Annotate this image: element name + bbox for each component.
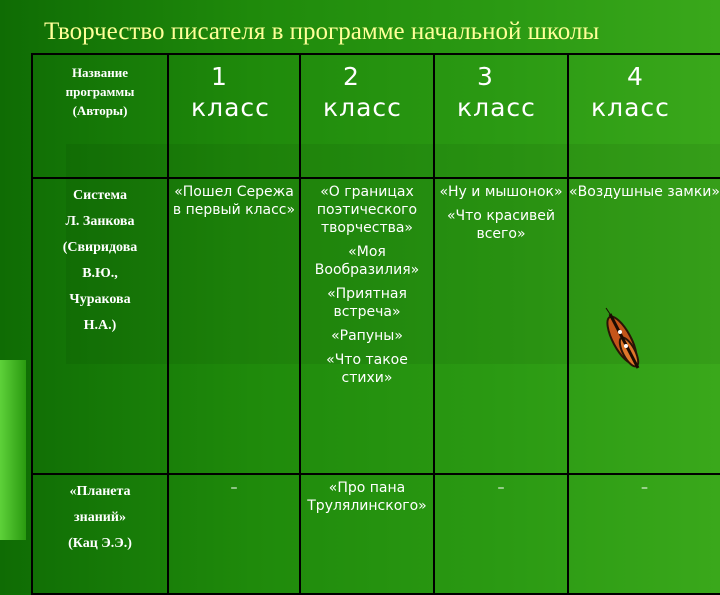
program-line: (Свиридова (62, 240, 138, 255)
dash: – (641, 480, 648, 496)
header-line: (Авторы) (72, 103, 128, 118)
header-class-1 (168, 54, 300, 178)
class-word: класс (591, 93, 670, 122)
header-program-name (32, 54, 168, 178)
class-word: класс (323, 93, 402, 122)
class-1-cell (168, 178, 300, 474)
program-line: (Кац Э.Э.) (68, 536, 132, 551)
work-title: «Про пана Трулялинского» (307, 480, 427, 514)
program-cell (32, 474, 168, 594)
program-cell (32, 178, 168, 474)
program-line: В.Ю., (82, 266, 118, 281)
class-2-cell (300, 474, 434, 594)
program-line: Н.А.) (83, 318, 117, 333)
work-title: «О границах поэтического творчества» (316, 184, 418, 236)
class-3-cell (434, 474, 568, 594)
decorative-stripe (0, 360, 26, 540)
class-2-cell (300, 178, 434, 474)
header-row (32, 54, 720, 178)
program-line: Система (73, 188, 127, 203)
header-class-3 (434, 54, 568, 178)
work-title: «Ну и мышонок» (439, 184, 563, 200)
class-4-cell (568, 474, 720, 594)
page-title: Творчество писателя в программе начальной школы (44, 18, 600, 45)
program-line: «Планета (69, 484, 131, 499)
program-line: знаний» (74, 510, 126, 525)
work-title: «Пошел Сережа в первый класс» (172, 184, 296, 218)
work-title: «Рапуны» (331, 328, 403, 344)
program-line: Чуракова (69, 292, 131, 307)
class-3-cell (434, 178, 568, 474)
work-title: «Что красивей всего» (446, 208, 555, 242)
table-row (32, 474, 720, 594)
program-line: Л. Занкова (65, 214, 135, 229)
header-line: программы (65, 84, 135, 99)
butterfly-icon (600, 306, 652, 376)
class-1-cell (168, 474, 300, 594)
class-number: 1 (211, 62, 228, 91)
class-number: 2 (343, 62, 360, 91)
class-word: класс (191, 93, 270, 122)
header-class-4 (568, 54, 720, 178)
header-line: Название (71, 65, 129, 80)
dash: – (230, 480, 238, 496)
class-number: 3 (477, 62, 494, 91)
header-class-2 (300, 54, 434, 178)
work-title: «Что такое стихи» (326, 352, 408, 386)
class-number: 4 (627, 62, 644, 91)
work-title: «Моя Вообразилия» (314, 244, 420, 278)
work-title: «Воздушные замки» (569, 184, 720, 200)
class-word: класс (457, 93, 536, 122)
dash: – (497, 480, 505, 496)
work-title: «Приятная встреча» (327, 286, 407, 320)
